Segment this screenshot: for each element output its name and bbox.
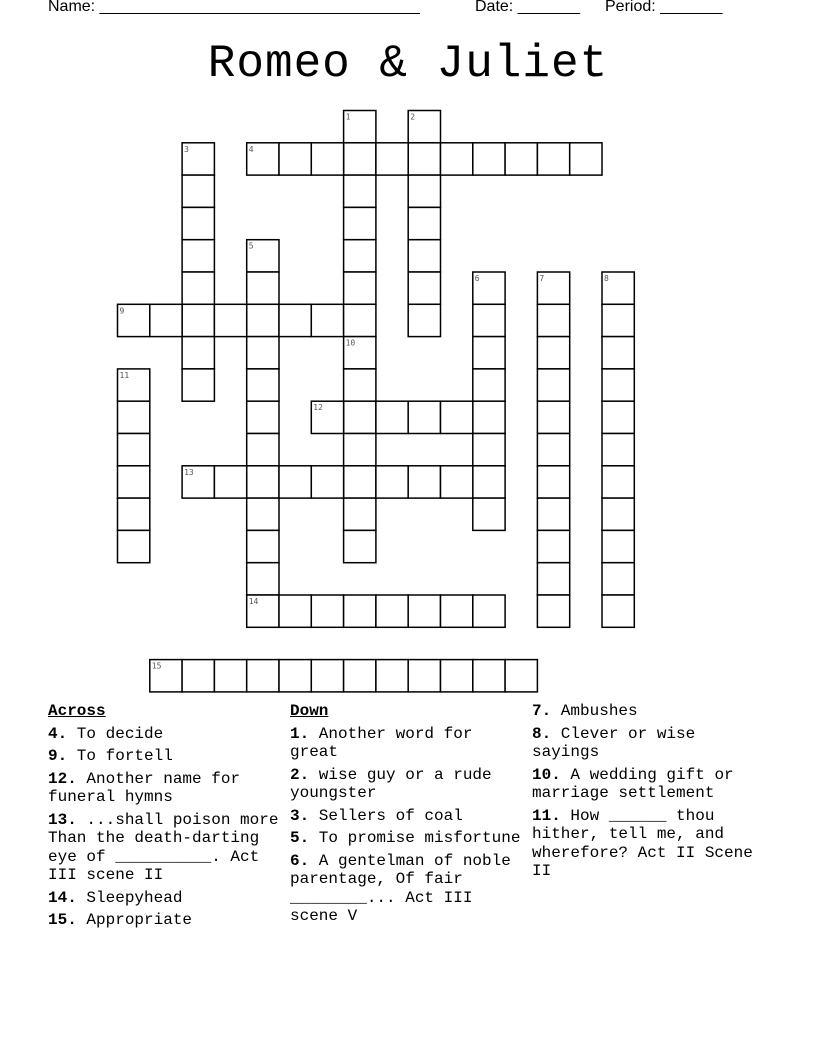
down-clue-5 xyxy=(290,829,522,848)
clue-number: 14. xyxy=(48,888,77,907)
name-field[interactable]: Name: ____________________________________ xyxy=(48,0,420,15)
grid-cell[interactable] xyxy=(473,143,505,175)
cell-number: 7 xyxy=(539,274,545,283)
clue-text: wise guy or a rude youngster xyxy=(290,765,492,802)
cell-number: 11 xyxy=(119,370,130,380)
grid-cell[interactable] xyxy=(344,369,376,401)
grid-cell[interactable] xyxy=(537,498,569,530)
grid-cell[interactable] xyxy=(311,660,343,692)
grid-cell[interactable] xyxy=(441,466,473,498)
grid-cell[interactable] xyxy=(118,466,150,498)
clue-number: 1. xyxy=(290,724,310,743)
grid-cell[interactable] xyxy=(408,466,440,498)
grid-cell[interactable] xyxy=(150,304,182,336)
clue-text: A wedding gift or marriage settlement xyxy=(532,765,734,802)
grid-cell[interactable] xyxy=(441,401,473,433)
grid-cell[interactable] xyxy=(537,563,569,595)
grid-cell[interactable] xyxy=(473,304,505,336)
clue-number: 10. xyxy=(532,765,561,784)
grid-cell[interactable] xyxy=(247,369,279,401)
grid-cell[interactable] xyxy=(602,530,634,562)
grid-cell[interactable] xyxy=(602,304,634,336)
down-clue-6 xyxy=(290,852,522,926)
grid-cell[interactable] xyxy=(602,401,634,433)
grid-cell[interactable] xyxy=(473,434,505,466)
clue-text: Appropriate xyxy=(76,911,193,929)
grid-cell[interactable] xyxy=(602,434,634,466)
grid-cell[interactable] xyxy=(602,563,634,595)
clue-number: 6. xyxy=(290,851,310,870)
grid-cell[interactable] xyxy=(602,498,634,530)
grid-cell[interactable] xyxy=(247,401,279,433)
grid-cell[interactable] xyxy=(182,660,214,692)
grid-cell[interactable] xyxy=(376,401,408,433)
cell-number: 4 xyxy=(248,144,254,154)
grid-cell[interactable] xyxy=(473,466,505,498)
grid-cell[interactable] xyxy=(408,207,440,239)
cell-number: 12 xyxy=(313,403,323,413)
grid-cell[interactable] xyxy=(441,660,473,692)
grid-cell[interactable] xyxy=(344,530,376,562)
clue-text: How ______ thou hither, tell me, and wherefore? Act II Scene II xyxy=(532,806,753,880)
grid-cell[interactable] xyxy=(408,272,440,304)
down-clues xyxy=(290,702,522,930)
grid-cell[interactable] xyxy=(311,466,343,498)
grid-cell[interactable] xyxy=(279,595,311,627)
grid-cell[interactable] xyxy=(344,207,376,239)
grid-cell[interactable] xyxy=(279,660,311,692)
cell-number: 3 xyxy=(184,144,189,154)
date-field[interactable]: Date: _______ xyxy=(475,0,580,15)
grid-cell[interactable] xyxy=(537,401,569,433)
grid-cell[interactable] xyxy=(311,143,343,175)
clue-number: 13. xyxy=(48,810,77,829)
grid-cell[interactable] xyxy=(408,595,440,627)
page-title: Romeo & Juliet xyxy=(207,38,609,90)
grid-cell[interactable] xyxy=(505,660,537,692)
down-clue-2 xyxy=(290,766,522,803)
clue-number: 3. xyxy=(290,806,310,825)
clue-text: Ambushes xyxy=(551,702,638,720)
grid-cell[interactable] xyxy=(214,466,246,498)
grid-cell[interactable] xyxy=(118,434,150,466)
clue-number: 12. xyxy=(48,769,77,788)
cell-number: 10 xyxy=(345,338,356,348)
grid-cell[interactable] xyxy=(537,143,569,175)
across-clue-13 xyxy=(48,811,280,885)
cell-number: 1 xyxy=(345,112,351,122)
grid-cell[interactable] xyxy=(602,369,634,401)
grid-cell[interactable] xyxy=(344,175,376,207)
clue-text: ...shall poison more Than the death-darting eye of __________. Act III scene II xyxy=(48,810,279,884)
grid-cell[interactable] xyxy=(537,595,569,627)
clue-text: To promise misfortune xyxy=(309,829,521,847)
down-clue-10 xyxy=(532,766,772,803)
grid-cell[interactable] xyxy=(214,304,246,336)
grid-cell[interactable] xyxy=(376,466,408,498)
grid-cell[interactable] xyxy=(570,143,602,175)
grid-cell[interactable] xyxy=(118,498,150,530)
period-field[interactable]: Period: _______ xyxy=(605,0,723,15)
grid-cell[interactable] xyxy=(344,466,376,498)
across-clue-15 xyxy=(48,911,280,930)
down-heading: Down xyxy=(290,702,329,720)
grid-cell[interactable] xyxy=(376,143,408,175)
cell-number: 14 xyxy=(248,597,259,606)
grid-cell[interactable] xyxy=(473,369,505,401)
grid-cell[interactable] xyxy=(602,466,634,498)
clue-number: 8. xyxy=(532,724,552,743)
grid-cell[interactable] xyxy=(247,434,279,466)
clue-text: Sellers of coal xyxy=(309,806,463,825)
grid-cell[interactable] xyxy=(247,272,279,304)
grid-cell[interactable] xyxy=(473,595,505,627)
grid-cell[interactable] xyxy=(344,401,376,433)
down-clue-1 xyxy=(290,725,522,762)
grid-cell[interactable] xyxy=(247,530,279,562)
grid-cell[interactable] xyxy=(441,595,473,627)
grid-cell[interactable] xyxy=(247,563,279,595)
down-clue-7 xyxy=(532,702,772,721)
grid-cell[interactable] xyxy=(376,595,408,627)
grid-cell[interactable] xyxy=(602,337,634,369)
grid-cell[interactable] xyxy=(344,240,376,272)
grid-cell[interactable] xyxy=(408,175,440,207)
grid-cell[interactable] xyxy=(602,595,634,627)
cell-number: 9 xyxy=(119,306,125,316)
grid-cell[interactable] xyxy=(408,240,440,272)
grid-cell[interactable] xyxy=(408,304,440,336)
grid-cell[interactable] xyxy=(344,272,376,304)
grid-cell[interactable] xyxy=(247,466,279,498)
clue-text: Clever or wise sayings xyxy=(532,724,696,761)
across-clue-14 xyxy=(48,889,280,908)
cell-number: 13 xyxy=(184,467,194,477)
grid-cell[interactable] xyxy=(537,466,569,498)
clue-number: 2. xyxy=(290,765,310,784)
down-clues-continued xyxy=(532,702,772,885)
grid-cell[interactable] xyxy=(311,304,343,336)
cell-number: 6 xyxy=(474,274,480,283)
clue-text: Sleepyhead xyxy=(76,888,183,907)
across-clue-12 xyxy=(48,770,280,807)
grid-cell[interactable] xyxy=(182,207,214,239)
clue-number: 7. xyxy=(532,702,552,720)
grid-cell[interactable] xyxy=(537,337,569,369)
clue-number: 9. xyxy=(48,747,68,765)
across-clues xyxy=(48,702,280,934)
grid-cell[interactable] xyxy=(376,660,408,692)
clue-number: 15. xyxy=(48,911,77,929)
grid-cell[interactable] xyxy=(344,434,376,466)
grid-cell[interactable] xyxy=(182,240,214,272)
down-clue-3 xyxy=(290,807,522,826)
grid-cell[interactable] xyxy=(344,660,376,692)
grid-cell[interactable] xyxy=(247,337,279,369)
across-clue-9 xyxy=(48,747,280,766)
grid-cell[interactable] xyxy=(182,337,214,369)
grid-cell[interactable] xyxy=(473,498,505,530)
grid-cell[interactable] xyxy=(182,175,214,207)
grid-cell[interactable] xyxy=(279,304,311,336)
grid-cell[interactable] xyxy=(182,304,214,336)
grid-cell[interactable] xyxy=(118,530,150,562)
grid-cell[interactable] xyxy=(505,143,537,175)
grid-cell[interactable] xyxy=(473,401,505,433)
grid-cell[interactable] xyxy=(344,143,376,175)
grid-cell[interactable] xyxy=(279,143,311,175)
grid-cell[interactable] xyxy=(344,498,376,530)
cell-number: 8 xyxy=(604,274,609,283)
down-clue-8 xyxy=(532,725,772,762)
grid-cell[interactable] xyxy=(408,401,440,433)
grid-cell[interactable] xyxy=(279,466,311,498)
grid-cell[interactable] xyxy=(473,337,505,369)
across-heading: Across xyxy=(48,702,106,720)
clue-text: To decide xyxy=(67,724,164,743)
grid-cell[interactable] xyxy=(344,595,376,627)
cell-number: 5 xyxy=(248,241,254,251)
grid-cell[interactable] xyxy=(118,401,150,433)
cell-number: 15 xyxy=(151,661,162,671)
grid-cell[interactable] xyxy=(247,498,279,530)
clue-number: 11. xyxy=(532,806,561,825)
grid-cell[interactable] xyxy=(311,595,343,627)
clue-number: 4. xyxy=(48,724,68,743)
grid-cell[interactable] xyxy=(537,369,569,401)
grid-cell[interactable] xyxy=(408,660,440,692)
grid-cell[interactable] xyxy=(441,143,473,175)
clue-text: Another name for funeral hymns xyxy=(48,769,241,806)
grid-cell[interactable] xyxy=(182,272,214,304)
clue-number: 5. xyxy=(290,829,310,847)
cell-number: 2 xyxy=(410,112,416,122)
across-clue-4 xyxy=(48,725,280,744)
grid-cell[interactable] xyxy=(537,530,569,562)
clue-text: A gentelman of noble parentage, Of fair ________... Act III scene V xyxy=(290,851,511,925)
down-clue-11 xyxy=(532,807,772,881)
clue-text: Another word for great xyxy=(290,724,473,761)
grid-cell[interactable] xyxy=(537,304,569,336)
grid-cell[interactable] xyxy=(247,304,279,336)
grid-cell[interactable] xyxy=(473,660,505,692)
clue-text: To fortell xyxy=(67,747,173,765)
grid-cell[interactable] xyxy=(214,660,246,692)
grid-cell[interactable] xyxy=(537,434,569,466)
grid-cell[interactable] xyxy=(408,143,440,175)
grid-cell[interactable] xyxy=(344,304,376,336)
grid-cell[interactable] xyxy=(182,369,214,401)
grid-cell[interactable] xyxy=(247,660,279,692)
